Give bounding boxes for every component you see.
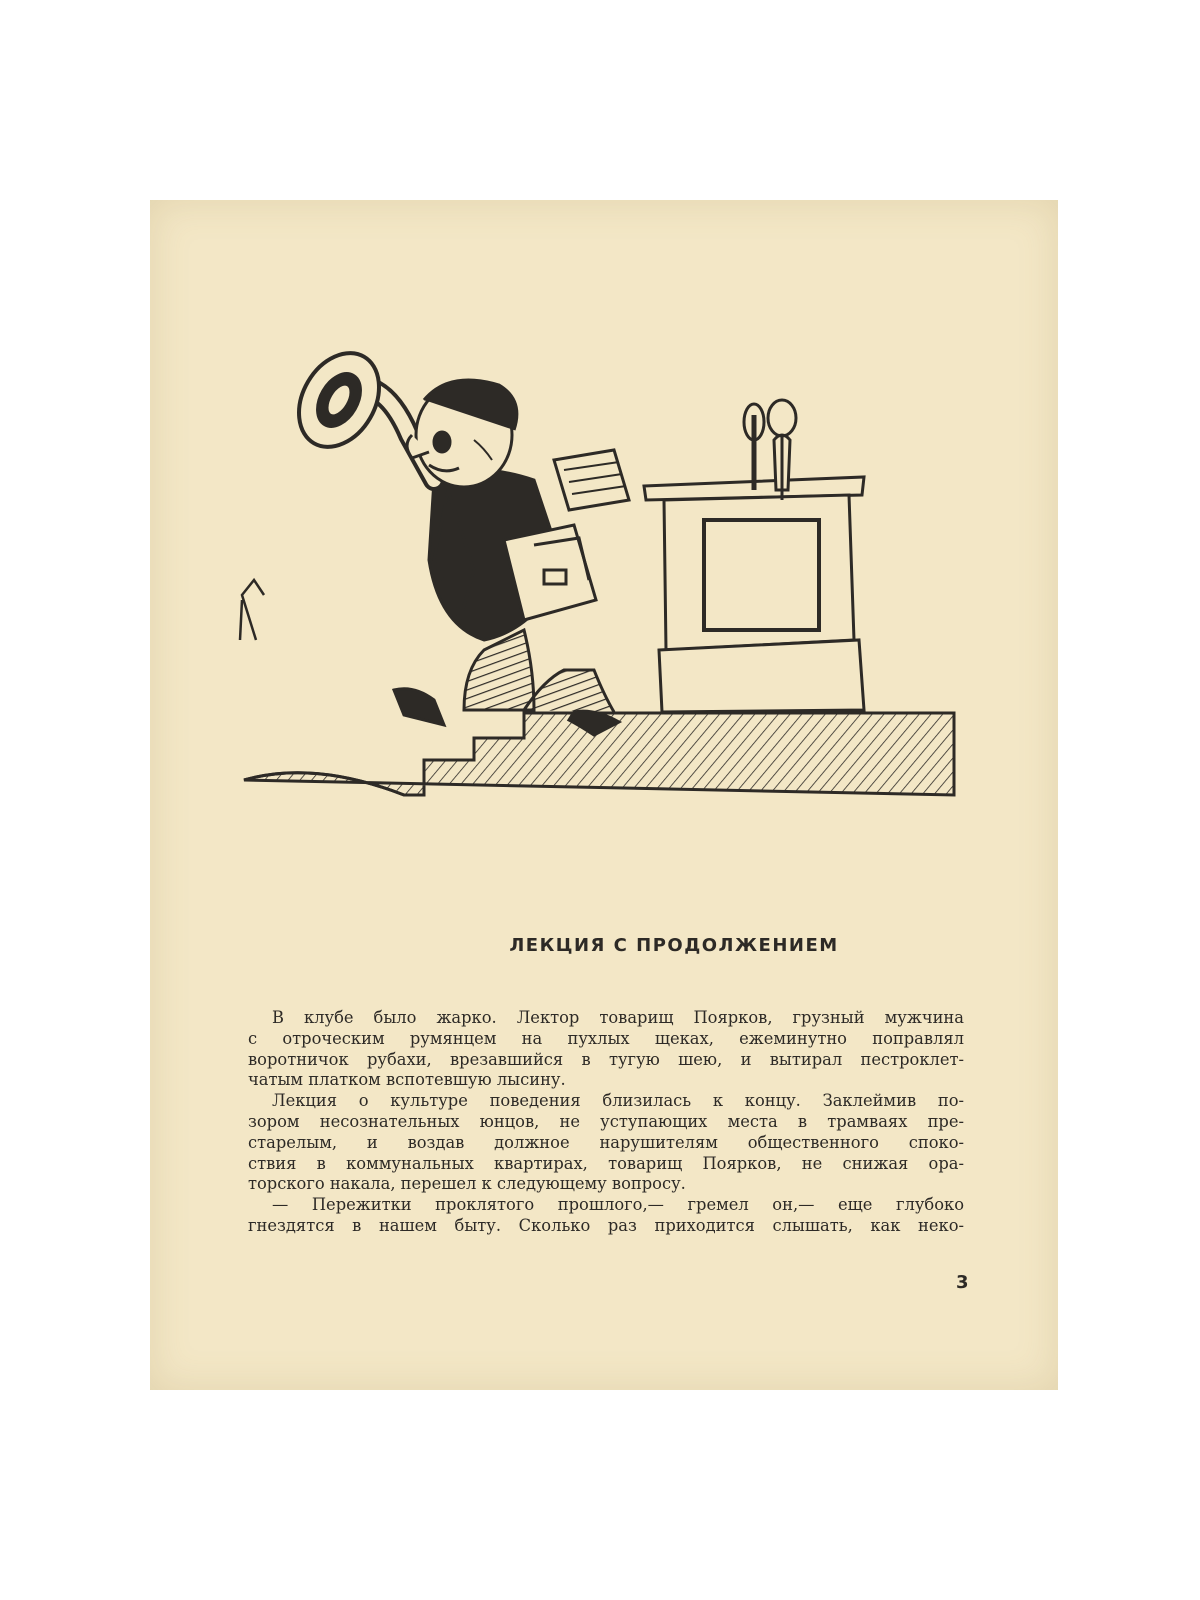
- page-number: 3: [956, 1272, 969, 1293]
- book-page: [150, 200, 1058, 1390]
- text-line: чатым платком вспотевшую лысину.: [248, 1070, 566, 1090]
- text-line: гнездятся в нашем быту. Сколько раз приходится слышать, как неко-: [248, 1215, 964, 1235]
- lecturer-figure: [374, 380, 629, 735]
- text-line: торского накала, перешел к следующему вопросу.: [248, 1174, 686, 1194]
- chapter-text: [248, 1008, 964, 1237]
- text-line: В клубе было жарко. Лектор товарищ Поярков, грузный мужчина: [272, 1008, 964, 1027]
- lecturer-illustration: [234, 340, 974, 825]
- text-line: — Пережитки проклятого прошлого,— гремел он,— еще глубоко: [272, 1195, 964, 1215]
- text-line: воротничок рубахи, врезавшийся в тугую шею, и вытирал пестроклет-: [248, 1049, 964, 1069]
- podium: [644, 400, 864, 712]
- text-line: Лекция о культуре поведения близилась к концу. Заклеймив по-: [272, 1091, 964, 1111]
- left-scribble: [240, 580, 264, 640]
- chapter-title: ЛЕКЦИЯ С ПРОДОЛЖЕНИЕМ: [509, 935, 839, 956]
- text-line: старелым, и воздав должное нарушителям общественного споко-: [248, 1132, 964, 1152]
- text-line: ствия в коммунальных квартирах, товарищ Поярков, не снижая ора-: [248, 1153, 964, 1173]
- text-line: зором несознательных юнцов, не уступающих места в трамваях пре-: [248, 1111, 964, 1131]
- text-line: с отроческим румянцем на пухлых щеках, ежеминутно поправлял: [248, 1028, 964, 1048]
- hat-in-hand: [283, 340, 395, 461]
